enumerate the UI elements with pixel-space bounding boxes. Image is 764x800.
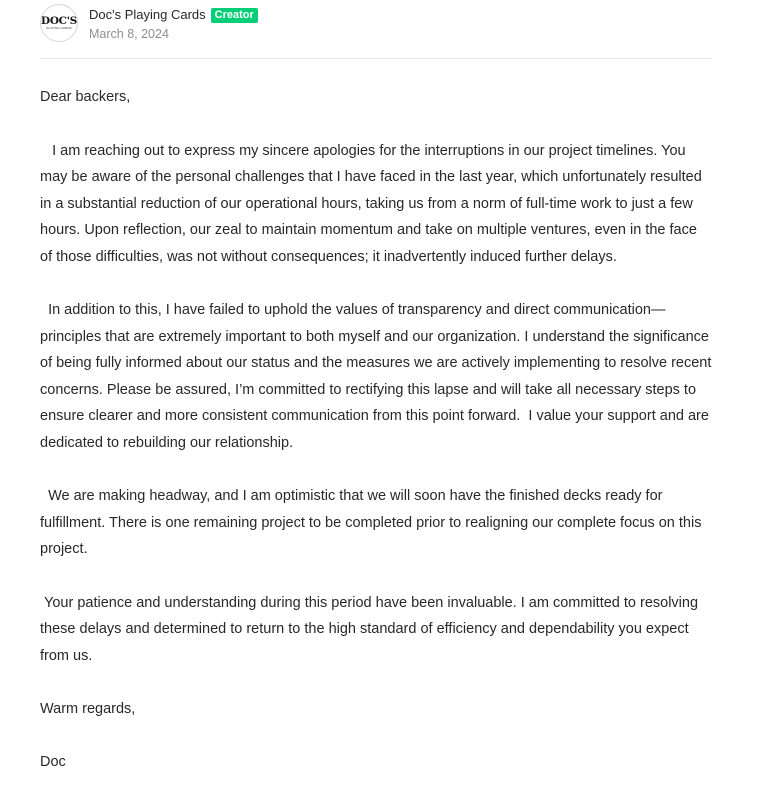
post-paragraph: I am reaching out to express my sincere apologies for the interruptions in our project timelines. You may be aware of the personal challenges that I have faced in the last year, which unfortunately resulted in a substantial reduction of our operational hours, taking us from a norm of full-time work to just a few hours. Upon reflection, our zeal to maintain momentum and take on multiple ventures, even in the face of those difficulties, was not without consequences; it inadvertently induced further delays. — [40, 142, 706, 265]
post-paragraph: We are making headway, and I am optimistic that we will soon have the finished decks ready for fulfillment. There is one remaining project to be completed prior to realigning our complete focus on this project. — [40, 488, 706, 557]
creator-avatar[interactable] — [40, 4, 78, 42]
update-post — [40, 0, 716, 770]
post-date: March 8, 2024 — [89, 27, 169, 41]
post-paragraph: Your patience and understanding during this period have been invaluable. I am committed to resolving these delays and determined to return to the high standard of efficiency and dependability you expect from us. — [40, 594, 703, 664]
post-paragraph: In addition to this, I have failed to uphold the values of transparency and direct communication—principles that are extremely important to both myself and our organization. I understand the significance of being fully informed about our status and the measures we are actively implementing to resolve recent concerns. Please be assured, I’m committed to rectifying this lapse and will take all necessary steps to ensure clearer and more consistent communication from this point forward. I value your support and are dedicated to rebuilding our relationship. — [40, 302, 716, 451]
post-header — [40, 0, 712, 59]
post-paragraph-greeting: Dear backers, — [40, 89, 131, 105]
creator-badge: Creator — [211, 8, 258, 23]
creator-name-link[interactable]: Doc's Playing Cards — [89, 7, 206, 22]
post-signature: Doc — [40, 753, 66, 770]
avatar-logo-text: DOC'S — [41, 15, 77, 27]
post-sign-off: Warm regards, — [40, 701, 136, 717]
avatar-logo-subtext: PLAYING CARDS — [46, 26, 72, 30]
author-line — [89, 6, 258, 24]
post-body — [40, 84, 716, 800]
